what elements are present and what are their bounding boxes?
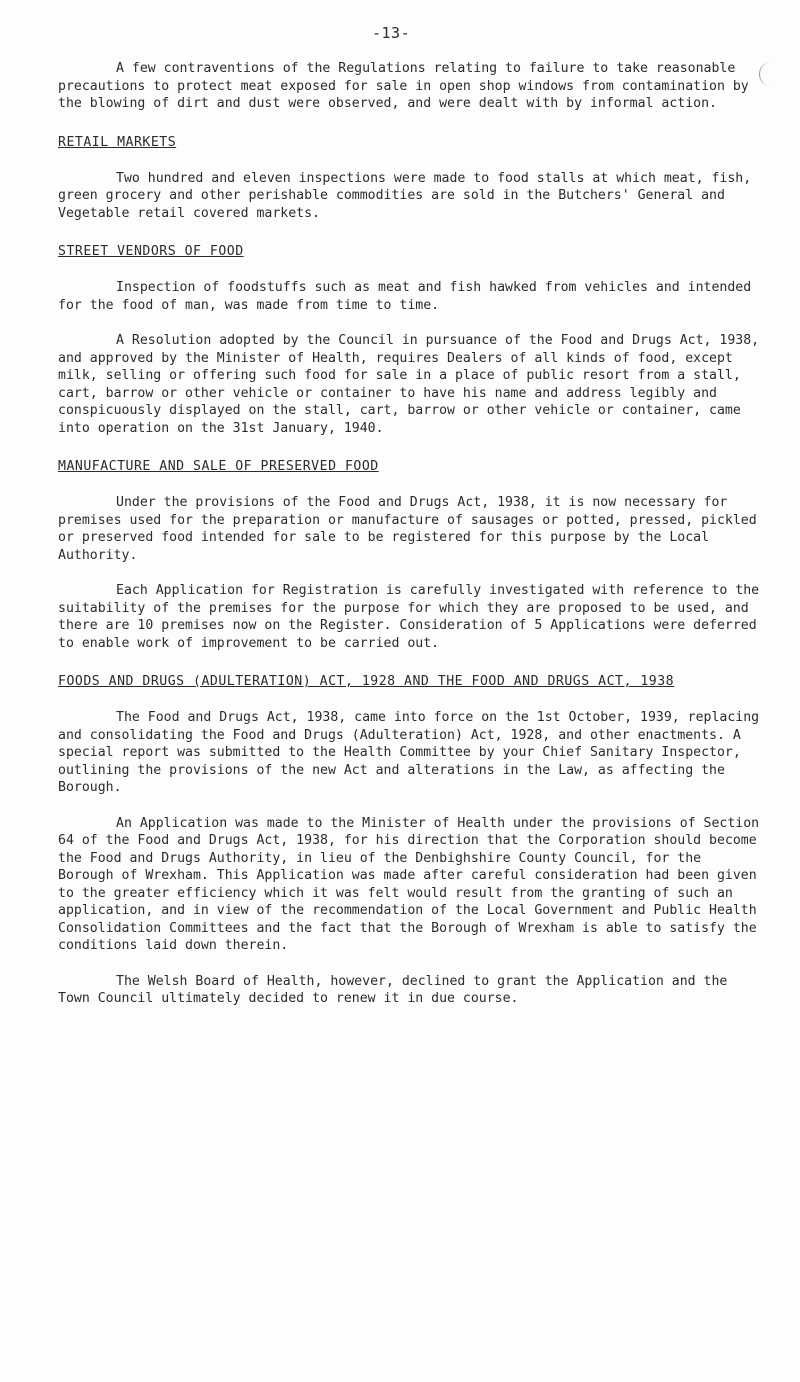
paragraph-food-and-drugs-act-application: An Application was made to the Minister of Health under the provisions of Section 64 of the Food and Drugs Act, 1938, for his direction that the Corporation should become the Food and Drugs Authority, in lieu of the Denbighshire County Council, for the Borough of Wrexham. This Application was made after careful consideration had been given to the greater efficiency which it was felt would result from the granting of such an application, and in view of the recommendation of the Local Government and Public Health Consolidation Committees and the fact that the Borough of Wrexham is able to satisfy the conditions laid down therein. xyxy=(58,815,760,953)
intro-paragraph: A few contraventions of the Regulations relating to failure to take reasonable precautions to protect meat exposed for sale in open shop windows from contamination by the blowing of dirt and dust were observed, and were dealt with by informal action. xyxy=(58,61,749,111)
paragraph-preserved-food-registration: Each Application for Registration is carefully investigated with reference to the suitability of the premises for the purpose for which they are proposed to be used, and there are 10 premises now on the Register. Consideration of 5 Applications were deferred to enable work of improvement to be carried out. xyxy=(58,583,760,651)
paragraph-food-and-drugs-act-decision: The Welsh Board of Health, however, declined to grant the Application and the Town Council ultimately decided to renew it in due course. xyxy=(58,973,728,1006)
paragraph-food-and-drugs-act-commencement: The Food and Drugs Act, 1938, came into force on the 1st October, 1939, replacing and consolidating the Food and Drugs (Adulteration) Act, 1928, and other enactments. A special report was submitted to the Health Committee by your Chief Sanitary Inspector, outlining the provisions of the new Act and alterations in the Law, as affecting the Borough. xyxy=(58,710,760,795)
paragraph-retail-markets: Two hundred and eleven inspections were made to food stalls at which meat, fish, green grocery and other perishable commodities are sold in the Butchers' General and Vegetable retail covered markets. xyxy=(58,170,752,221)
section-heading-street-vendors: STREET VENDORS OF FOOD xyxy=(58,244,244,259)
document-body xyxy=(58,60,764,1030)
paragraph-street-vendors-resolution: A Resolution adopted by the Council in pursuance of the Food and Drugs Act, 1938, and approved by the Minister of Health, requires Dealers of all kinds of food, except milk, selling or offering such food for sale in a place of public resort from a stall, cart, barrow or other vehicle or container to have his name and address legibly and conspicuously displayed on the stall, cart, barrow or other vehicle or container, came into operation on the 31st January, 1940. xyxy=(58,333,760,436)
page-number: -13- xyxy=(372,24,411,42)
paragraph-preserved-food-provisions: Under the provisions of the Food and Drugs Act, 1938, it is now necessary for premises used for the preparation or manufacture of sausages or potted, pressed, pickled or preserved food intended for sale to be registered for this purpose by the Local Authority. xyxy=(58,495,757,563)
section-heading-food-and-drugs-act: FOODS AND DRUGS (ADULTERATION) ACT, 1928 AND THE FOOD AND DRUGS ACT, 1938 xyxy=(58,674,675,689)
paragraph-street-vendors-inspection: Inspection of foodstuffs such as meat and fish hawked from vehicles and intended for the food of man, was made from time to time. xyxy=(58,280,752,313)
section-heading-retail-markets: RETAIL MARKETS xyxy=(58,134,177,150)
section-heading-preserved-food: MANUFACTURE AND SALE OF PRESERVED FOOD xyxy=(58,459,379,474)
